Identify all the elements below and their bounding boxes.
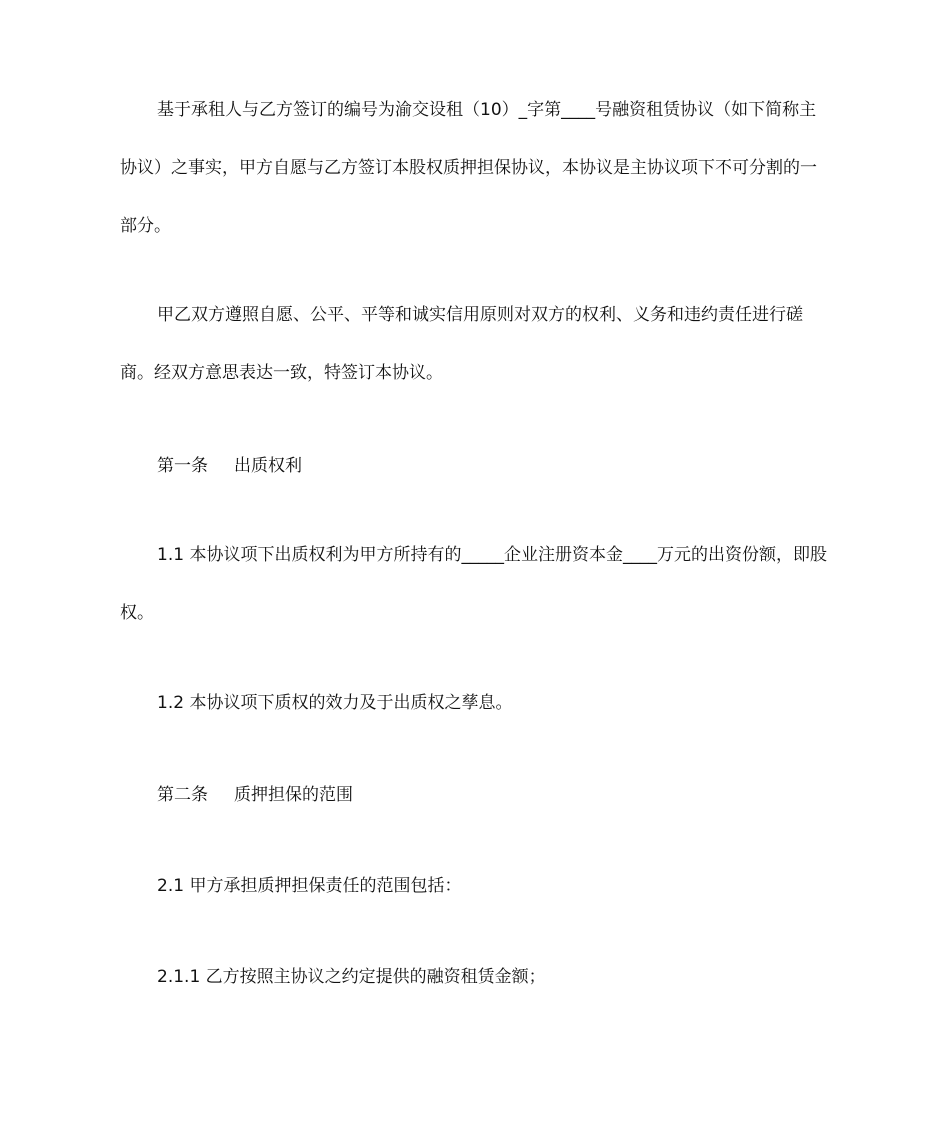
article-2-number: 第二条 (157, 785, 208, 805)
clause-2-1-1: 2.1.1 乙方按照主协议之约定提供的融资租赁金额； (157, 967, 546, 987)
article-1-heading (157, 455, 302, 477)
clause-2-1: 2.1 甲方承担质押担保责任的范围包括： (157, 876, 462, 896)
clause-1-2: 1.2 本协议项下质权的效力及于出质权之孳息。 (157, 693, 513, 713)
article-1-number: 第一条 (157, 456, 208, 476)
principle-paragraph: 甲乙双方遵照自愿、公平、平等和诚实信用原则对双方的权利、义务和违约责任进行磋商。经双方意思表达一致，特签订本协议。 (120, 305, 803, 383)
article-2-heading (157, 784, 353, 806)
clause-1-1: 1.1 本协议项下出质权利为甲方所持有的_____企业注册资本金____万元的出资份额，即股权。 (120, 545, 827, 623)
article-2-title: 质押担保的范围 (234, 785, 353, 805)
intro-paragraph: 基于承租人与乙方签订的编号为渝交设租（10）_字第____号融资租赁协议（如下简称主协议）之事实，甲方自愿与乙方签订本股权质押担保协议，本协议是主协议项下不可分割的一部分。 (120, 100, 817, 236)
article-1-title: 出质权利 (234, 456, 302, 476)
